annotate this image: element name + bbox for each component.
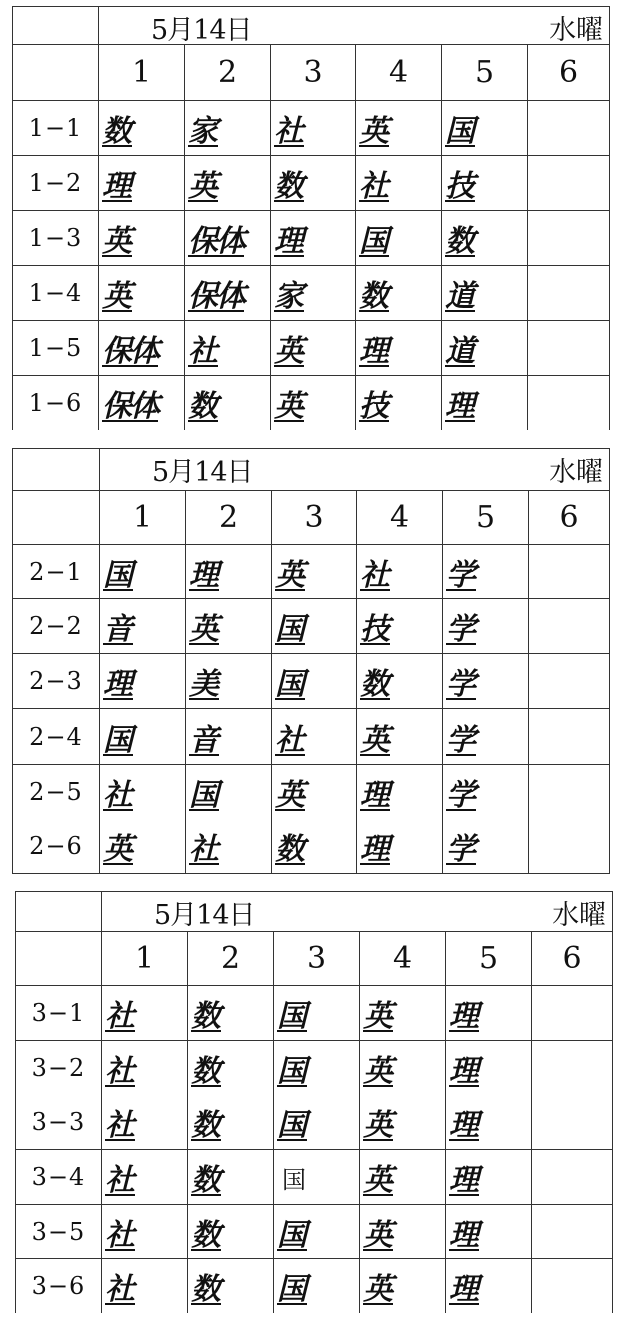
subject-cell: 社: [357, 545, 443, 599]
class-label: 3−1: [16, 986, 102, 1041]
period-header: 3: [272, 491, 357, 545]
subject-cell: 学: [443, 819, 529, 874]
subject-cell: [532, 1205, 613, 1259]
subject-cell: 数: [188, 1259, 274, 1313]
subject-cell: [528, 266, 610, 321]
subject-cell: [532, 1150, 613, 1205]
subject-cell: 国: [274, 1095, 360, 1150]
subject-cell: 社: [102, 986, 188, 1041]
subject-cell: 理: [446, 1095, 532, 1150]
period-header-row: [13, 45, 610, 101]
subject-cell: 国: [274, 1041, 360, 1095]
class-label: 1−5: [13, 321, 99, 376]
subject-cell: [532, 1041, 613, 1095]
subject-cell: 理: [442, 376, 528, 430]
subject-cell: 社: [102, 1259, 188, 1313]
subject-cell: 国: [100, 709, 186, 765]
weekday-label: 水曜: [549, 15, 604, 45]
subject-cell: 英: [99, 266, 185, 321]
subject-cell: 国: [274, 1259, 360, 1313]
subject-cell: 社: [102, 1150, 188, 1205]
subject-cell: [529, 819, 610, 874]
subject-cell: 国: [272, 599, 357, 654]
subject-cell: 理: [357, 765, 443, 819]
class-label: 1−4: [13, 266, 99, 321]
subject-cell: [528, 321, 610, 376]
subject-cell: 音: [100, 599, 186, 654]
subject-cell: [532, 986, 613, 1041]
table-row: [13, 266, 610, 321]
subject-cell: 英: [272, 765, 357, 819]
subject-cell: 英: [99, 211, 185, 266]
table-row: [16, 1041, 613, 1095]
subject-cell: 国: [274, 1150, 360, 1205]
table-row: [16, 1205, 613, 1259]
class-label: 2−5: [13, 765, 100, 819]
period-header: 1: [100, 491, 186, 545]
corner-cell: [13, 449, 100, 491]
subject-cell: [529, 654, 610, 709]
date-header: [102, 892, 613, 932]
corner-cell: [16, 892, 102, 932]
subject-cell: 社: [102, 1095, 188, 1150]
class-label: 3−6: [16, 1259, 102, 1313]
class-label: 3−4: [16, 1150, 102, 1205]
period-header: 2: [186, 491, 272, 545]
subject-cell: 社: [102, 1041, 188, 1095]
subject-cell: 国: [274, 1205, 360, 1259]
period-header-row: [16, 932, 613, 986]
subject-cell: 英: [360, 1150, 446, 1205]
period-header: 4: [356, 45, 442, 101]
subject-cell: 理: [100, 654, 186, 709]
weekday-label: 水曜: [552, 900, 607, 931]
date-label: 5月14日: [154, 900, 255, 931]
period-header: 2: [185, 45, 271, 101]
subject-cell: 数: [272, 819, 357, 874]
subject-cell: 数: [99, 101, 185, 156]
date-label: 5月14日: [152, 457, 253, 488]
table-row: [13, 599, 610, 654]
subject-cell: 道: [442, 266, 528, 321]
subject-cell: 社: [356, 156, 442, 211]
table-row: [16, 1150, 613, 1205]
weekday-label: 水曜: [549, 457, 604, 488]
subject-cell: 社: [186, 819, 272, 874]
subject-cell: 英: [271, 376, 356, 430]
subject-cell: 技: [356, 376, 442, 430]
period-header: 1: [102, 932, 188, 986]
subject-cell: 数: [188, 1095, 274, 1150]
subject-cell: 社: [271, 101, 356, 156]
period-header: 4: [357, 491, 443, 545]
table-row: [13, 376, 610, 430]
subject-cell: 理: [446, 986, 532, 1041]
subject-cell: 国: [274, 986, 360, 1041]
table-row: [13, 321, 610, 376]
subject-cell: 社: [100, 765, 186, 819]
timetable-grade-1: [12, 6, 610, 430]
subject-cell: 英: [100, 819, 186, 874]
subject-cell: 理: [271, 211, 356, 266]
date-label: 5月14日: [151, 15, 252, 45]
subject-cell: 理: [356, 321, 442, 376]
subject-cell: 道: [442, 321, 528, 376]
subject-cell: 国: [442, 101, 528, 156]
subject-cell: 理: [446, 1150, 532, 1205]
class-label: 1−6: [13, 376, 99, 430]
subject-cell: 英: [186, 599, 272, 654]
subject-cell: 数: [356, 266, 442, 321]
table-row: [16, 1095, 613, 1150]
class-label: 3−3: [16, 1095, 102, 1150]
timetable-grade-3: [15, 891, 613, 1313]
subject-cell: 国: [272, 654, 357, 709]
subject-cell: 理: [186, 545, 272, 599]
class-label: 2−6: [13, 819, 100, 874]
subject-cell: 理: [446, 1259, 532, 1313]
table-row: [13, 765, 610, 819]
timetable-grade-2: [12, 448, 610, 874]
table-row: [13, 819, 610, 874]
period-header: 5: [446, 932, 532, 986]
subject-cell: 英: [271, 321, 356, 376]
subject-cell: 英: [360, 1095, 446, 1150]
subject-cell: 国: [186, 765, 272, 819]
subject-cell: 英: [185, 156, 271, 211]
subject-cell: 保体: [185, 211, 271, 266]
period-header: 6: [529, 491, 610, 545]
period-header: 6: [528, 45, 610, 101]
subject-cell: 英: [357, 709, 443, 765]
subject-cell: 理: [99, 156, 185, 211]
subject-cell: 英: [272, 545, 357, 599]
corner-cell: [13, 491, 100, 545]
subject-cell: 保体: [99, 376, 185, 430]
date-header: [100, 449, 610, 491]
subject-cell: 学: [443, 709, 529, 765]
subject-cell: 国: [100, 545, 186, 599]
subject-cell: 学: [443, 599, 529, 654]
table-row: [13, 156, 610, 211]
period-header: 1: [99, 45, 185, 101]
period-header-row: [13, 491, 610, 545]
subject-cell: 家: [185, 101, 271, 156]
table-row: [16, 986, 613, 1041]
period-header: 5: [442, 45, 528, 101]
subject-cell: [532, 1095, 613, 1150]
subject-cell: 数: [357, 654, 443, 709]
subject-cell: 英: [360, 986, 446, 1041]
class-label: 3−5: [16, 1205, 102, 1259]
subject-cell: [529, 765, 610, 819]
class-label: 3−2: [16, 1041, 102, 1095]
subject-cell: 家: [271, 266, 356, 321]
table-row: [13, 211, 610, 266]
class-label: 2−4: [13, 709, 100, 765]
subject-cell: 美: [186, 654, 272, 709]
subject-cell: 数: [185, 376, 271, 430]
subject-cell: [529, 599, 610, 654]
subject-cell: [529, 545, 610, 599]
table-row: [13, 709, 610, 765]
subject-cell: [532, 1259, 613, 1313]
period-header: 3: [274, 932, 360, 986]
table-row: [13, 654, 610, 709]
subject-cell: [529, 709, 610, 765]
subject-cell: 学: [443, 654, 529, 709]
corner-cell: [16, 932, 102, 986]
subject-cell: 保体: [185, 266, 271, 321]
subject-cell: [528, 101, 610, 156]
subject-cell: 技: [357, 599, 443, 654]
subject-cell: 英: [360, 1041, 446, 1095]
subject-cell: 英: [360, 1205, 446, 1259]
subject-cell: 学: [443, 765, 529, 819]
subject-cell: [528, 211, 610, 266]
subject-cell: 数: [271, 156, 356, 211]
table-row: [16, 1259, 613, 1313]
subject-cell: 数: [188, 986, 274, 1041]
subject-cell: 数: [188, 1041, 274, 1095]
subject-cell: 学: [443, 545, 529, 599]
subject-cell: 音: [186, 709, 272, 765]
subject-cell: 技: [442, 156, 528, 211]
subject-cell: 国: [356, 211, 442, 266]
subject-cell: [528, 376, 610, 430]
subject-cell: 英: [356, 101, 442, 156]
subject-cell: 社: [272, 709, 357, 765]
period-header: 2: [188, 932, 274, 986]
period-header: 6: [532, 932, 613, 986]
subject-cell: 英: [360, 1259, 446, 1313]
date-header: [99, 7, 610, 45]
class-label: 2−3: [13, 654, 100, 709]
corner-cell: [13, 7, 99, 45]
subject-cell: 数: [188, 1150, 274, 1205]
subject-cell: 数: [188, 1205, 274, 1259]
class-label: 1−2: [13, 156, 99, 211]
subject-cell: 理: [357, 819, 443, 874]
class-label: 1−3: [13, 211, 99, 266]
table-row: [13, 545, 610, 599]
subject-cell: 保体: [99, 321, 185, 376]
subject-cell: 社: [102, 1205, 188, 1259]
subject-cell: [528, 156, 610, 211]
period-header: 4: [360, 932, 446, 986]
class-label: 2−2: [13, 599, 100, 654]
subject-cell: 社: [185, 321, 271, 376]
corner-cell: [13, 45, 99, 101]
class-label: 1−1: [13, 101, 99, 156]
class-label: 2−1: [13, 545, 100, 599]
subject-cell: 理: [446, 1205, 532, 1259]
period-header: 3: [271, 45, 356, 101]
subject-cell: 数: [442, 211, 528, 266]
subject-cell: 理: [446, 1041, 532, 1095]
table-row: [13, 101, 610, 156]
period-header: 5: [443, 491, 529, 545]
